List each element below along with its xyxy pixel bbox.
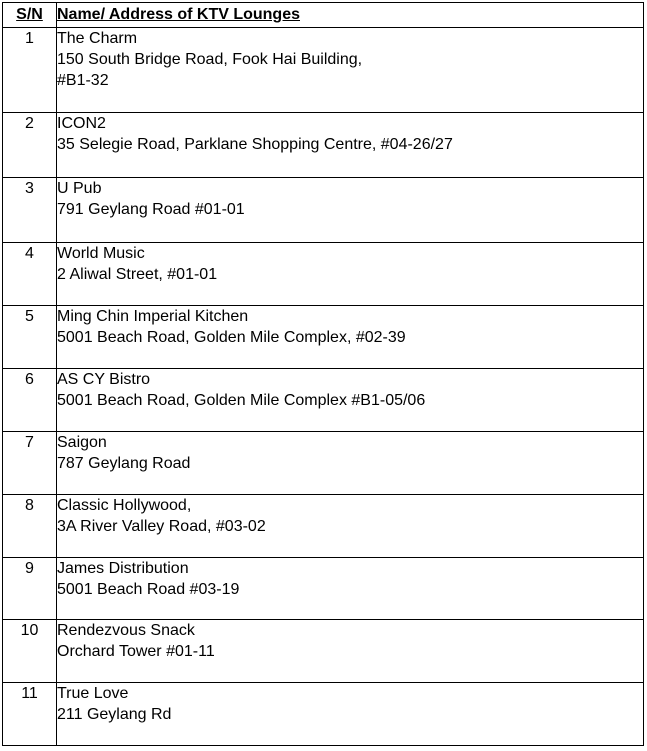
row-sn: 2: [3, 113, 57, 178]
table-row: [3, 432, 644, 495]
row-entry: [57, 306, 644, 369]
lounge-address: 3A River Valley Road, #03-02: [57, 518, 266, 535]
lounge-address: 211 Geylang Rd: [57, 706, 172, 723]
row-entry: [57, 28, 644, 113]
table-row: [3, 178, 644, 243]
row-sn: 7: [3, 432, 57, 495]
table-row: [3, 495, 644, 558]
row-sn: 3: [3, 178, 57, 243]
row-entry: [57, 243, 644, 306]
row-entry: [57, 178, 644, 243]
lounge-name: Ming Chin Imperial Kitchen: [57, 308, 249, 325]
ktv-lounges-table: [2, 2, 644, 746]
row-sn: 4: [3, 243, 57, 306]
lounge-address: 5001 Beach Road, Golden Mile Complex, #02-39: [57, 329, 406, 346]
lounge-name: World Music: [57, 245, 145, 262]
lounge-address: 2 Aliwal Street, #01-01: [57, 266, 218, 283]
header-sn: S/N: [3, 3, 57, 28]
row-sn: 6: [3, 369, 57, 432]
table-row: [3, 683, 644, 746]
row-entry: [57, 369, 644, 432]
row-sn: 1: [3, 28, 57, 113]
table-row: [3, 620, 644, 683]
lounge-address: 5001 Beach Road #03-19: [57, 581, 240, 598]
table-row: [3, 28, 644, 113]
table-header-row: [3, 3, 644, 28]
table-row: [3, 243, 644, 306]
row-entry: [57, 432, 644, 495]
row-entry: [57, 620, 644, 683]
row-sn: 11: [3, 683, 57, 746]
row-entry: [57, 113, 644, 178]
lounge-name: The Charm: [57, 30, 138, 47]
lounge-name: Saigon: [57, 434, 107, 451]
lounge-name: James Distribution: [57, 560, 189, 577]
table-row: [3, 558, 644, 620]
row-entry: [57, 683, 644, 746]
lounge-name: U Pub: [57, 180, 102, 197]
row-sn: 8: [3, 495, 57, 558]
table-row: [3, 113, 644, 178]
table-row: [3, 306, 644, 369]
header-name-address: Name/ Address of KTV Lounges: [57, 3, 644, 28]
lounge-address: #B1-32: [57, 72, 109, 89]
lounge-name: True Love: [57, 685, 129, 702]
row-entry: [57, 558, 644, 620]
lounge-address: 35 Selegie Road, Parklane Shopping Centre, #04-26/27: [57, 136, 453, 153]
row-sn: 10: [3, 620, 57, 683]
lounge-address: 150 South Bridge Road, Fook Hai Building,: [57, 51, 363, 68]
lounge-address: 787 Geylang Road: [57, 455, 191, 472]
table-row: [3, 369, 644, 432]
lounge-address: Orchard Tower #01-11: [57, 643, 215, 660]
lounge-address: 5001 Beach Road, Golden Mile Complex #B1-05/06: [57, 392, 426, 409]
row-sn: 5: [3, 306, 57, 369]
lounge-name: AS CY Bistro: [57, 371, 151, 388]
lounge-address: 791 Geylang Road #01-01: [57, 201, 245, 218]
row-sn: 9: [3, 558, 57, 620]
lounge-name: ICON2: [57, 115, 106, 132]
lounge-name: Classic Hollywood,: [57, 497, 192, 514]
lounge-name: Rendezvous Snack: [57, 622, 195, 639]
row-entry: [57, 495, 644, 558]
